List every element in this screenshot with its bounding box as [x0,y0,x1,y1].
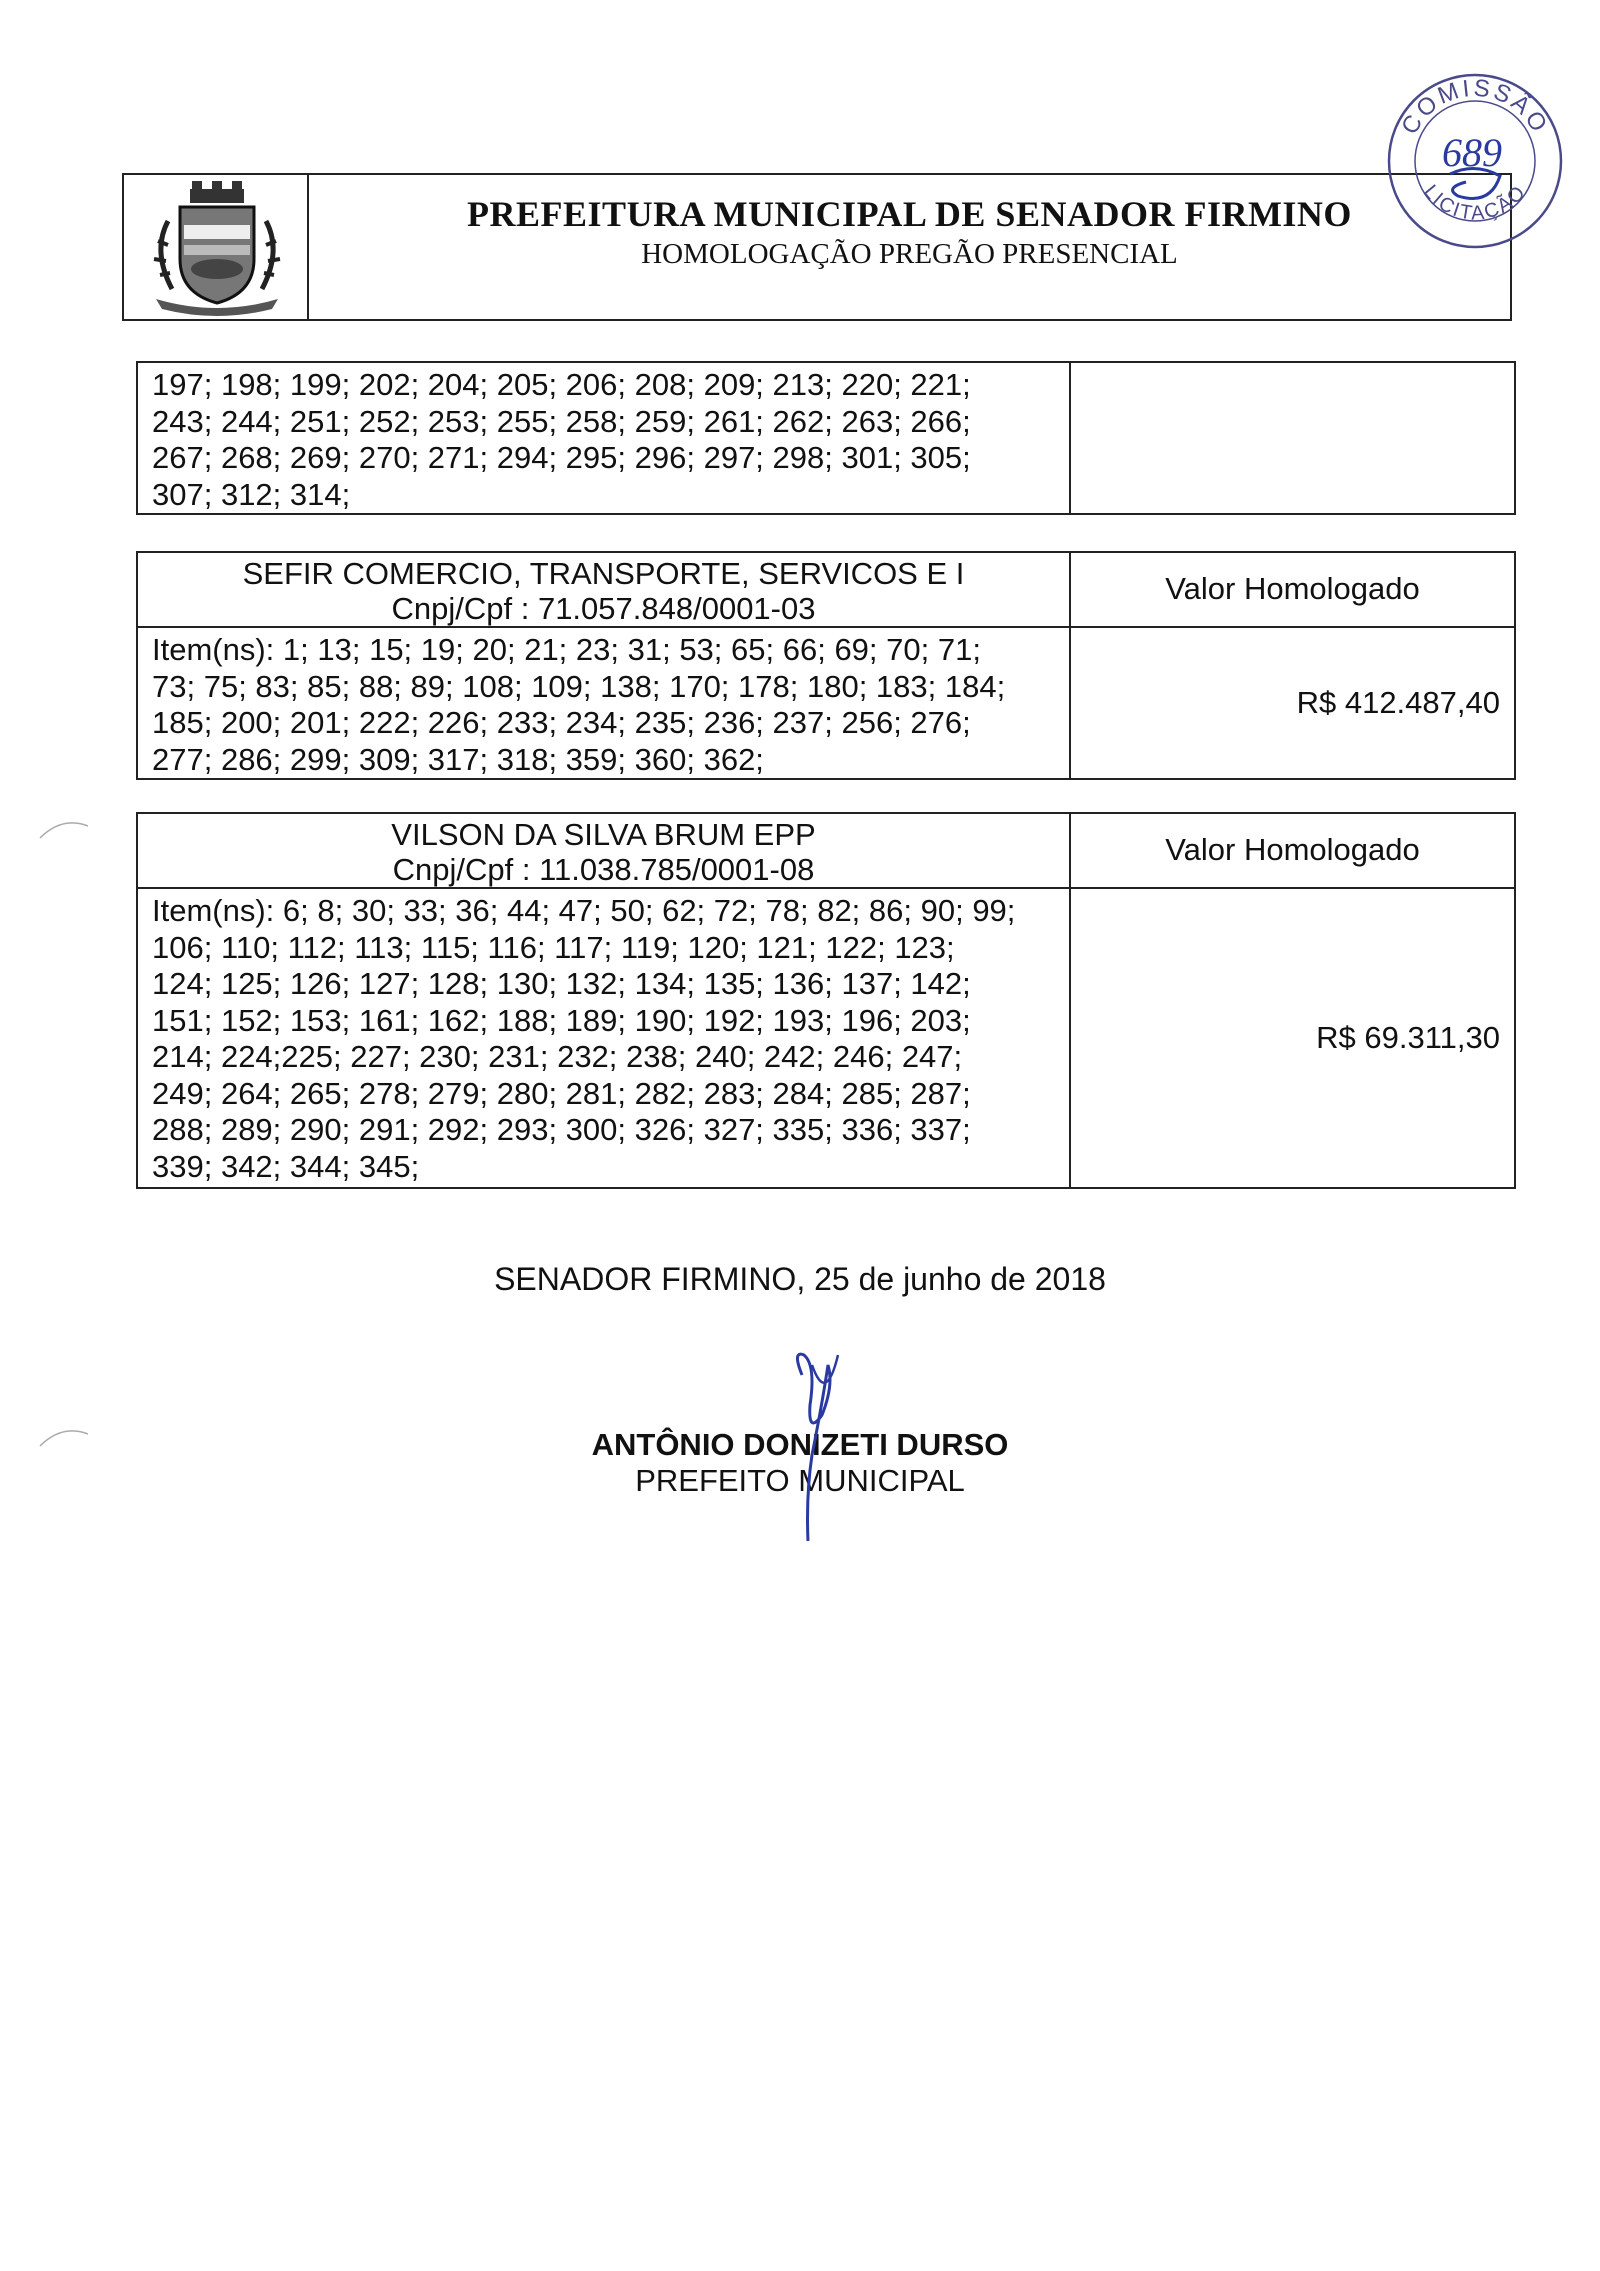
table-row [137,552,1515,627]
stamp-number: 689 [1442,130,1502,175]
stamp-top-text: COMISSÃO [1396,74,1554,140]
list-item: 106; 110; 112; 113; 115; 116; 117; 119; 120; 121; 122; 123; [152,929,955,965]
value-header: Valor Homologado [1070,552,1515,627]
table-row [137,813,1515,888]
table-row [137,362,1515,514]
signer-name: ANTÔNIO DONIZETI DURSO [591,1427,1009,1462]
scan-mark-icon [36,1420,96,1460]
list-item: 214; 224;225; 227; 230; 231; 232; 238; 240; 242; 246; 247; [152,1039,963,1074]
vendor-items-cell [137,627,1070,779]
list-item: Item(ns): 1; 13; 15; 19; 20; 21; 23; 31; 53; 65; 66; 69; 70; 71; [152,632,981,667]
list-item: Item(ns): 6; 8; 30; 33; 36; 44; 47; 50; 62; 72; 78; 82; 86; 90; 99; [152,893,1016,928]
handwritten-signature [782,1345,852,1550]
coat-of-arms-icon [138,181,296,316]
value-header: Valor Homologado [1070,813,1515,888]
list-item: 288; 289; 290; 291; 292; 293; 300; 326; 327; 335; 336; 337; [152,1112,971,1147]
scan-mark-icon [36,812,96,852]
vendor-table-sefir [136,551,1516,780]
vendor-table-vilson [136,812,1516,1189]
signer-role: PREFEITO MUNICIPAL [635,1463,965,1498]
coat-of-arms-logo [124,175,309,319]
document-header [122,173,1512,321]
vendor-cnpj: Cnpj/Cpf : 11.038.785/0001-08 [392,852,815,887]
document-date: SENADOR FIRMINO, 25 de junho de 2018 [494,1261,1106,1297]
list-item: 339; 342; 344; 345; [152,1148,420,1184]
list-item: 249; 264; 265; 278; 279; 280; 281; 282; 283; 284; 285; 287; [152,1075,971,1111]
continuation-items-cell [137,362,1070,514]
continuation-table [136,361,1516,515]
continuation-value-cell [1070,362,1515,514]
list-item: 243; 244; 251; 252; 253; 255; 258; 259; 261; 262; 263; 266; [152,403,971,439]
vendor-header-cell [137,552,1070,627]
stamp-seal-icon [1380,66,1570,256]
vendor-name: SEFIR COMERCIO, TRANSPORTE, SERVICOS E I [242,556,965,591]
list-item: 124; 125; 126; 127; 128; 130; 132; 134; 135; 136; 137; 142; [152,966,971,1001]
vendor-name: VILSON DA SILVA BRUM EPP [391,817,816,852]
list-item: 185; 200; 201; 222; 226; 233; 234; 235; 236; 237; 256; 276; [152,705,971,740]
list-item: 307; 312; 314; [152,476,351,512]
commission-stamp [1380,66,1570,261]
list-item: 73; 75; 83; 85; 88; 89; 108; 109; 138; 170; 178; 180; 183; 184; [152,668,1006,704]
list-item: 267; 268; 269; 270; 271; 294; 295; 296; 297; 298; 301; 305; [152,440,971,475]
stamp-bottom-text: LICITAÇÃO [1419,180,1531,225]
approved-value: R$ 412.487,40 [1070,627,1515,779]
svg-text:LICITAÇÃO [1419,181,1531,225]
list-item: 151; 152; 153; 161; 162; 188; 189; 190; 192; 193; 196; 203; [152,1002,971,1038]
approved-value: R$ 69.311,30 [1070,888,1515,1188]
vendor-items-cell [137,888,1070,1188]
vendor-header-cell [137,813,1070,888]
signature-icon [782,1345,852,1545]
list-item: 277; 286; 299; 309; 317; 318; 359; 360; 362; [152,741,764,777]
page-title: PREFEITURA MUNICIPAL DE SENADOR FIRMINO [467,194,1352,234]
vendor-cnpj: Cnpj/Cpf : 71.057.848/0001-03 [391,591,816,626]
table-row [137,627,1515,779]
page-subtitle: HOMOLOGAÇÃO PREGÃO PRESENCIAL [641,238,1178,270]
table-row [137,888,1515,1188]
list-item: 197; 198; 199; 202; 204; 205; 206; 208; 209; 213; 220; 221; [152,367,971,402]
